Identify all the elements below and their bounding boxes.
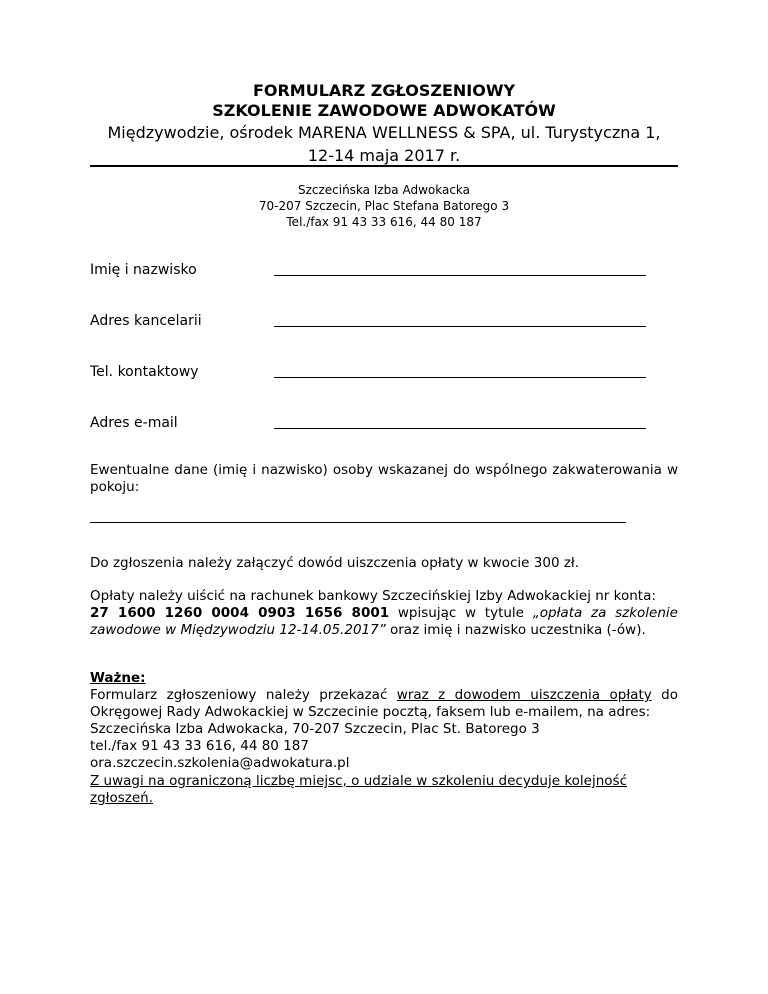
office-address-input-line[interactable] <box>274 326 646 327</box>
important-text-underlined: wraz z dowodem uiszczenia opłaty <box>396 687 652 703</box>
important-section <box>90 670 678 772</box>
important-heading: Ważne: <box>90 670 146 686</box>
roommate-instruction: Ewentualne dane (imię i nazwisko) osoby wskazanej do wspólnego zakwaterowania w pokoju: <box>90 462 678 495</box>
important-text-c: do Okręgowej Rady Adwokackiej w Szczecinie pocztą, faksem lub e-mailem, na adres: <box>90 687 678 720</box>
form-title: FORMULARZ ZGŁOSZENIOWY <box>252 81 516 100</box>
field-contact-phone <box>90 362 678 384</box>
limited-places-notice: Z uwagi na ograniczoną liczbę miejsc, o udziale w szkoleniu decyduje kolejność zgłoszeń. <box>90 773 627 806</box>
payment-intro: Opłaty należy uiścić na rachunek bankowy Szczecińskiej Izby Adwokackiej nr konta: <box>90 588 656 604</box>
field-office-address <box>90 311 678 333</box>
payment-mid-text: wpisując w tytule <box>389 605 533 621</box>
contact-email: ora.szczecin.szkolenia@adwokatura.pl <box>90 755 350 771</box>
payment-instruction <box>90 588 678 639</box>
form-subtitle: SZKOLENIE ZAWODOWE ADWOKATÓW <box>212 101 556 120</box>
organizer-phone: Tel./fax 91 43 33 616, 44 80 187 <box>286 215 482 229</box>
event-location: Międzywodzie, ośrodek MARENA WELLNESS & SPA, ul. Turystyczna 1, <box>107 123 661 142</box>
contact-address: Szczecińska Izba Adwokacka, 70-207 Szczecin, Plac St. Batorego 3 <box>90 721 540 737</box>
field-full-name <box>90 260 678 282</box>
field-label: Tel. kontaktowy <box>90 364 199 380</box>
contact-phone-input-line[interactable] <box>274 377 646 378</box>
bank-account-number: 27 1600 1260 0004 0903 1656 8001 <box>90 605 390 621</box>
field-label: Imię i nazwisko <box>90 262 197 278</box>
organizer-address: 70-207 Szczecin, Plac Stefana Batorego 3 <box>258 199 510 213</box>
field-label: Adres e-mail <box>90 415 178 431</box>
field-label: Adres kancelarii <box>90 313 202 329</box>
field-email <box>90 413 678 435</box>
payment-title-quote: „opłata za szkolenie zawodowe w Międzywodziu 12-14.05.2017” <box>90 605 678 638</box>
payment-tail-text: oraz imię i nazwisko uczestnika (-ów). <box>385 622 646 638</box>
contact-phone: tel./fax 91 43 33 616, 44 80 187 <box>90 738 309 754</box>
header-divider <box>90 165 678 167</box>
form-header <box>90 81 678 167</box>
roommate-input-line[interactable] <box>90 522 626 523</box>
important-text-a: Formularz zgłoszeniowy należy przekazać <box>90 687 397 703</box>
email-input-line[interactable] <box>274 428 646 429</box>
fee-instruction: Do zgłoszenia należy załączyć dowód uiszczenia opłaty w kwocie 300 zł. <box>90 555 580 571</box>
full-name-input-line[interactable] <box>274 275 646 276</box>
important-text <box>90 687 678 721</box>
organizer-name: Szczecińska Izba Adwokacka <box>297 183 471 197</box>
organizer-block <box>90 182 678 230</box>
event-dates: 12-14 maja 2017 r. <box>307 146 461 165</box>
